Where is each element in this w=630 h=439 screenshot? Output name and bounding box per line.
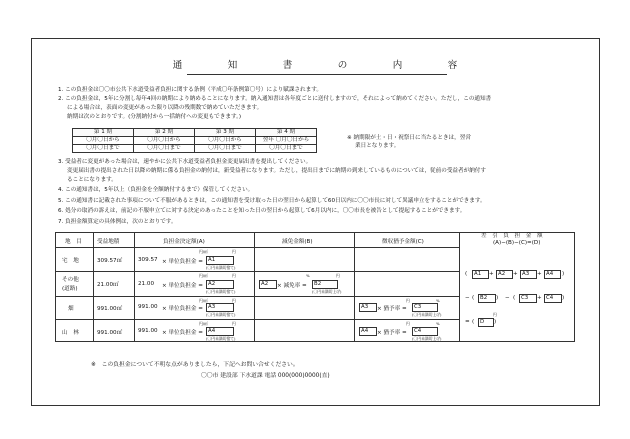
- item-5: 5. この通知書に記載された事項について不服があるときは，この通知書を受け取った日の翌日から起算して60日以内に〇〇市長に対して異議申立をすることができます。: [58, 198, 486, 204]
- unit-label: %: [436, 298, 440, 303]
- unit-label: 円/㎡: [199, 249, 208, 254]
- calc-op: × 単位負担金 =: [162, 306, 203, 312]
- amount-box: A2: [259, 280, 277, 289]
- row-divider: [56, 247, 459, 248]
- formula-paren: (: [472, 319, 475, 325]
- schedule-from: 翌年 〇月〇日から: [256, 137, 317, 145]
- item-3: 3. 受益者に変更があった場合は，速やかに公共下水道受益者負担金変更届出書を提出してください。: [58, 159, 312, 165]
- calc-area: 991.00: [138, 304, 158, 310]
- item-3-cont2: ることになります。: [67, 177, 117, 183]
- calc-op: × 猶予率 =: [377, 306, 407, 312]
- schedule-intro: 納期は次のとおりです。(分割納付から一括納付への変更もできます。): [67, 114, 242, 120]
- formula-op: −: [465, 295, 470, 301]
- schedule-from: 〇月〇日から: [73, 137, 134, 145]
- header-deferred: 徴収猶予金額(C): [382, 239, 424, 245]
- row-area: 21.00㎡: [97, 282, 119, 288]
- schedule-from: 〇月〇日から: [195, 137, 256, 145]
- row-area: 991.00㎡: [97, 306, 123, 312]
- ceil-note: (〇円未満切上げ): [312, 289, 342, 294]
- floor-note: (〇円未満切捨て): [206, 265, 236, 270]
- calc-area: 21.00: [138, 281, 155, 287]
- schedule-header: 第 3 期: [195, 129, 256, 137]
- unit-label: 円: [232, 298, 236, 303]
- schedule-header: 第 4 期: [256, 129, 317, 137]
- schedule-to: 〇月〇日まで: [73, 145, 134, 153]
- row-area: 309.57㎡: [97, 258, 123, 264]
- item-6: 6. 処分の取消の訴えは，前記の不服申立てに対する決定のあったことを知った日の翌日から起算して6月以内に，〇〇市長を被告として提起することができます。: [58, 208, 466, 214]
- floor-note: (〇円未満切捨て): [206, 312, 236, 317]
- row-divider: [56, 271, 459, 272]
- row-area: 991.00㎡: [97, 330, 123, 336]
- title-underline: [187, 74, 447, 75]
- unit-label: 円: [406, 321, 410, 326]
- schedule-note-cont: 業日となります。: [355, 143, 400, 149]
- formula-op: =: [465, 319, 470, 325]
- floor-note: (〇円未満切捨て): [206, 289, 236, 294]
- amount-box: A1: [206, 256, 234, 265]
- formula-op: −: [505, 295, 510, 301]
- unit-label: 円: [406, 298, 410, 303]
- unit-label: 円: [493, 312, 497, 317]
- formula-op: +: [489, 271, 494, 277]
- header-balance: 差 引 負 担 金 額: [481, 233, 543, 239]
- unit-label: 円/㎡: [199, 298, 208, 303]
- item-7: 7. 負担金額算定の具体例は，次のとおりです。: [58, 219, 177, 225]
- row-divider: [56, 296, 459, 297]
- schedule-header: 第 1 期: [73, 129, 134, 137]
- amount-box: A2: [206, 280, 234, 289]
- row-land: 宅 地: [62, 258, 79, 264]
- payment-schedule-table: [72, 128, 317, 153]
- calc-op: × 減免率 =: [277, 283, 307, 289]
- header-area: 受益地積: [97, 239, 120, 245]
- header-reduction: 減免金額(B): [282, 239, 313, 245]
- header-land: 地 目: [65, 239, 82, 245]
- header-balance-formula: (A)−(B)−(C)=(D): [493, 240, 541, 246]
- col-divider: [254, 233, 255, 341]
- amount-box: C4: [412, 327, 438, 336]
- item-1: 1. この負担金は〇〇市公共下水道受益者負担に関する条例（平成〇年条例第〇号）により賦課されます。: [58, 87, 322, 93]
- calc-area: 991.00: [138, 328, 158, 334]
- amount-box: A3: [520, 270, 537, 279]
- schedule-to: 〇月〇日まで: [256, 145, 317, 153]
- amount-box: C3: [412, 303, 438, 312]
- amount-box: B2: [312, 280, 338, 289]
- unit-label: 円: [232, 249, 236, 254]
- header-decided: 負担金決定額(A): [163, 239, 205, 245]
- calculation-table: [55, 232, 575, 342]
- amount-box: D: [478, 318, 494, 327]
- schedule-from: 〇月〇日から: [134, 137, 195, 145]
- ceil-note: (〇円未満切上げ): [412, 312, 442, 317]
- col-divider: [459, 233, 460, 341]
- unit-label: 円: [232, 321, 236, 326]
- formula-paren: (: [472, 295, 475, 301]
- page-title: 通 知 書 の 内 容: [172, 60, 476, 71]
- col-divider: [134, 233, 135, 341]
- amount-box: A4: [359, 327, 377, 336]
- formula-paren: ): [494, 319, 497, 325]
- formula-paren: ): [496, 295, 499, 301]
- formula-op: +: [513, 271, 518, 277]
- floor-note: (〇円未満切捨て): [206, 336, 236, 341]
- formula-op: +: [537, 295, 542, 301]
- amount-box: A3: [359, 303, 377, 312]
- row-land-sub: (道路): [62, 286, 78, 292]
- unit-label: 円/㎡: [199, 321, 208, 326]
- calc-op: × 単位負担金 =: [162, 330, 203, 336]
- amount-box: A4: [544, 270, 561, 279]
- unit-label: 円: [336, 273, 340, 278]
- unit-label: %: [306, 273, 310, 278]
- col-divider: [93, 233, 94, 341]
- amount-box: A3: [206, 303, 234, 312]
- unit-label: 円/㎡: [199, 273, 208, 278]
- row-land: その他: [62, 277, 79, 283]
- schedule-note: ※ 納期限が土・日・祝祭日に当たるときは，翌営: [347, 135, 471, 141]
- col-divider: [354, 233, 355, 341]
- unit-label: 円: [232, 273, 236, 278]
- formula-paren: ): [562, 295, 565, 301]
- amount-box: C4: [544, 294, 562, 303]
- schedule-header: 第 2 期: [134, 129, 195, 137]
- schedule-to: 〇月〇日まで: [195, 145, 256, 153]
- calc-op: × 単位負担金 =: [162, 283, 203, 289]
- footer-note: ※ この負担金について不明な点がありましたら，下記へお問い合せください。: [91, 362, 299, 368]
- row-land: 畑: [68, 306, 74, 312]
- schedule-to: 〇月〇日まで: [134, 145, 195, 153]
- calc-op: × 猶予率 =: [377, 330, 407, 336]
- amount-box: A4: [206, 327, 234, 336]
- item-2: 2. この負担金は，5年に分割し毎年4回の納期により納めることになります。納入通知書は各年度ごとに送付しますので，それによって納めてください。ただし，この通知書: [58, 96, 492, 102]
- row-land: 山 林: [62, 330, 79, 336]
- formula-paren: ): [562, 271, 565, 277]
- formula-op: +: [537, 271, 542, 277]
- formula-paren: (: [513, 295, 516, 301]
- calc-op: × 単位負担金 =: [162, 259, 203, 265]
- amount-box: A1: [472, 270, 489, 279]
- item-4: 4. この通知書は，5年以上（負担金を全額納付するまで）保管してください。: [58, 187, 254, 193]
- formula-paren: (: [465, 271, 468, 277]
- amount-box: B2: [478, 294, 496, 303]
- item-2-cont: による場合は，表面の変更があった限り以降の残期数で納めていただきます。: [67, 105, 263, 111]
- footer-contact: 〇〇市 建設部 下水道課 電話 000(000)0000(直): [201, 373, 330, 379]
- unit-label: %: [436, 321, 440, 326]
- item-3-cont: 変更届出書の提出された日以降の納期に係る負担金の納付は，新受益者になります。ただし，提出日までに納期の到来しているものについては，従前の受益者が納付す: [67, 168, 486, 174]
- amount-box: C3: [519, 294, 537, 303]
- row-divider: [56, 319, 459, 320]
- calc-area: 309.57: [138, 257, 158, 263]
- amount-box: A2: [496, 270, 513, 279]
- ceil-note: (〇円未満切上げ): [412, 336, 442, 341]
